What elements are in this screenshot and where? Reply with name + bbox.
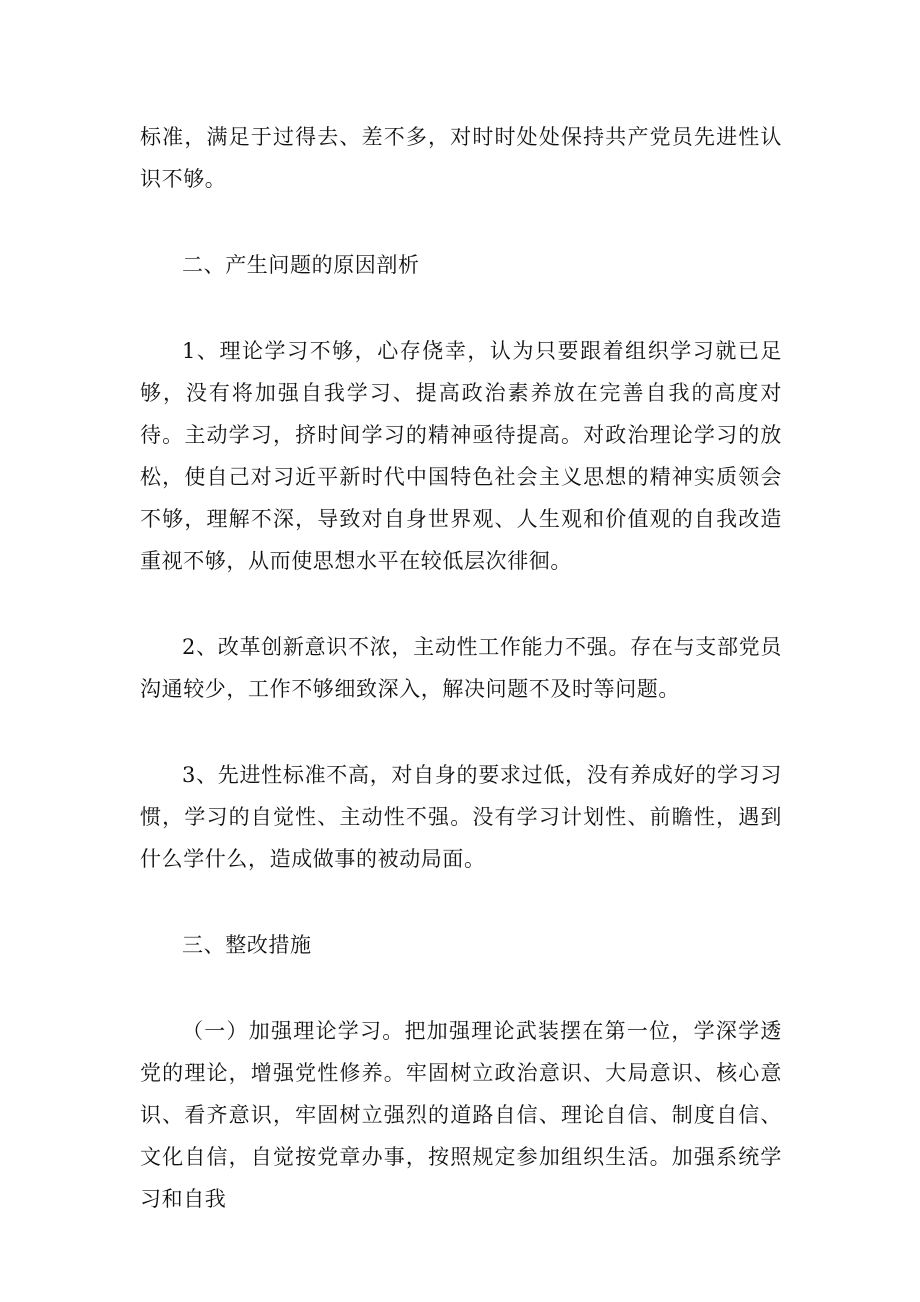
paragraph-continuation: 标准，满足于过得去、差不多，对时时处处保持共产党员先进性认识不够。	[140, 125, 782, 191]
paragraph-measure-1: （一）加强理论学习。把加强理论武装摆在第一位，学深学透党的理论，增强党性修养。牢固树立政治意识、大局意识、核心意识、看齐意识，牢固树立强烈的道路自信、理论自信、制度自信、文化自信，自觉按党章办事，按照规定参加组织生活。加强系统学习和自我	[140, 1019, 782, 1211]
paragraph-gap	[140, 966, 782, 1010]
paragraph-cause-3: 3、先进性标准不高，对自身的要求过低，没有养成好的学习习惯，学习的自觉性、主动性不强。没有学习计划性、前瞻性，遇到什么学什么，造成做事的被动局面。	[140, 763, 782, 871]
paragraph-gap	[140, 200, 782, 244]
section-heading-cause-analysis: 二、产生问题的原因剖析	[182, 253, 420, 277]
paragraph-cause-2: 2、改革创新意识不浓，主动性工作能力不强。存在与支部党员沟通较少，工作不够细致深入，解决问题不及时等问题。	[140, 635, 782, 701]
paragraph-gap	[140, 710, 782, 754]
paragraph-cause-1: 1、理论学习不够，心存侥幸，认为只要跟着组织学习就已足够，没有将加强自我学习、提高政治素养放在完善自我的高度对待。主动学习，挤时间学习的精神亟待提高。对政治理论学习的放松，使自己对习近平新时代中国特色社会主义思想的精神实质领会不够，理解不深，导致对自身世界观、人生观和价值观的自我改造重视不够，从而使思想水平在较低层次徘徊。	[140, 339, 782, 573]
section-heading-rectification: 三、整改措施	[182, 933, 312, 957]
paragraph-gap	[140, 286, 782, 330]
paragraph-gap	[140, 582, 782, 626]
paragraph-gap	[140, 880, 782, 924]
